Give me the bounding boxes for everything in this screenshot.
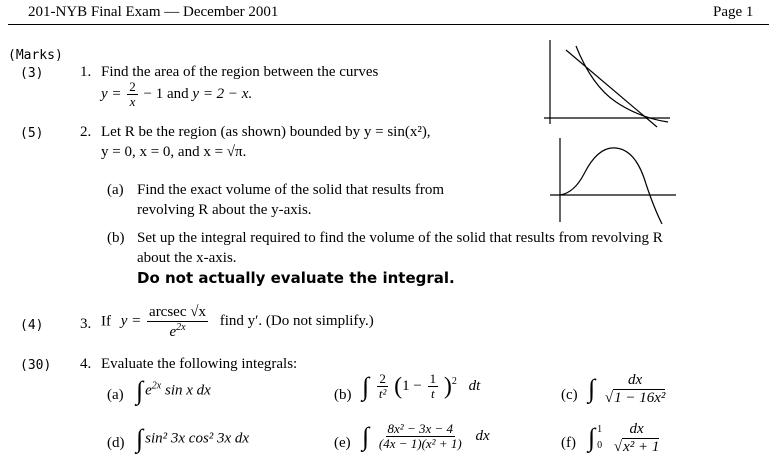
q3-y-eq: y = — [120, 313, 142, 330]
q4e-integral: ∫ $\frac{\text{8x² − 3x − 4}}{\text{(4x − 1)(x² + 1)}}$ dx — [362, 421, 490, 452]
q4-text: Evaluate the following integrals: — [101, 356, 298, 372]
q4a-label: (a) — [107, 387, 124, 403]
q4c-label: (c) — [561, 387, 578, 403]
q2-number: 2. — [80, 124, 92, 140]
page-number: Page 1 — [713, 4, 754, 20]
q1-frac-den: x — [129, 94, 136, 110]
q3-rest: find y′. (Do not simplify.) — [219, 313, 374, 330]
q3-frac-num: arcsec √x — [149, 304, 206, 320]
q1-marks: (3) — [20, 66, 44, 81]
q4a-integral: ∫ $e^{2x}$ sin x dx — [136, 376, 211, 405]
exam-title: 201-NYB Final Exam — December 2001 — [28, 4, 279, 20]
q4f-integral: ∫ 1 0 $\frac{dx}{\text{√x² + 1}}$ — [588, 421, 660, 455]
q3-if: If — [101, 313, 111, 330]
header-rule — [8, 24, 769, 25]
q1-eq-rest: − 1 and — [143, 86, 189, 103]
q4-number: 4. — [80, 356, 92, 372]
q4e-label: (e) — [334, 435, 351, 451]
q1-fraction — [127, 80, 138, 110]
graph1-curve — [576, 46, 668, 122]
q3-number: 3. — [80, 316, 92, 332]
graph-1 — [540, 36, 675, 128]
graph2-curve — [560, 148, 662, 224]
q2a-text-1: Find the exact volume of the solid that results from — [137, 182, 445, 198]
q2b-label: (b) — [107, 230, 125, 246]
q2-text-1: Let R be the region (as shown) bounded by y = sin(x²), — [101, 124, 431, 140]
q2a-label: (a) — [107, 182, 124, 198]
q4c-integral: ∫ $\frac{dx}{\text{√1 − 16x²}}$ — [588, 372, 666, 406]
q1-equation — [101, 80, 252, 110]
q1-text: Find the area of the region between the curves — [101, 64, 379, 80]
q4d-integral: ∫ sin² 3x cos² 3x dx — [136, 424, 250, 453]
q1-eq-y: y = — [101, 86, 122, 103]
q2a-text-2: revolving R about the y-axis. — [137, 202, 312, 218]
q3-marks: (4) — [20, 318, 44, 333]
q4b-label: (b) — [334, 387, 352, 403]
marks-heading: (Marks) — [8, 48, 63, 63]
q3-frac-den: $e^{2x}$ — [169, 321, 186, 340]
q4f-label: (f) — [561, 435, 576, 451]
q3-expression — [101, 304, 374, 340]
q1-number: 1. — [80, 64, 92, 80]
q4d-label: (d) — [107, 435, 125, 451]
q2b-text-2: about the x-axis. — [137, 250, 237, 266]
q2-marks: (5) — [20, 126, 44, 141]
q1-eq2: y = 2 − x. — [192, 86, 253, 103]
q3-fraction — [147, 304, 208, 340]
q2-text-2: y = 0, x = 0, and x = √π. — [101, 144, 247, 160]
q2b-instruction: Do not actually evaluate the integral. — [137, 269, 455, 287]
q4b-integral: ∫ $\frac{2}{\text{t²}}$ (1 − $\frac{1}{t}$ )$^2$ dt — [362, 371, 481, 402]
q4-marks: (30) — [20, 358, 52, 373]
q2b-text-1: Set up the integral required to find the volume of the solid that results from revolving R — [137, 230, 663, 246]
graph-2 — [546, 138, 678, 226]
q1-frac-num: 2 — [129, 79, 136, 94]
